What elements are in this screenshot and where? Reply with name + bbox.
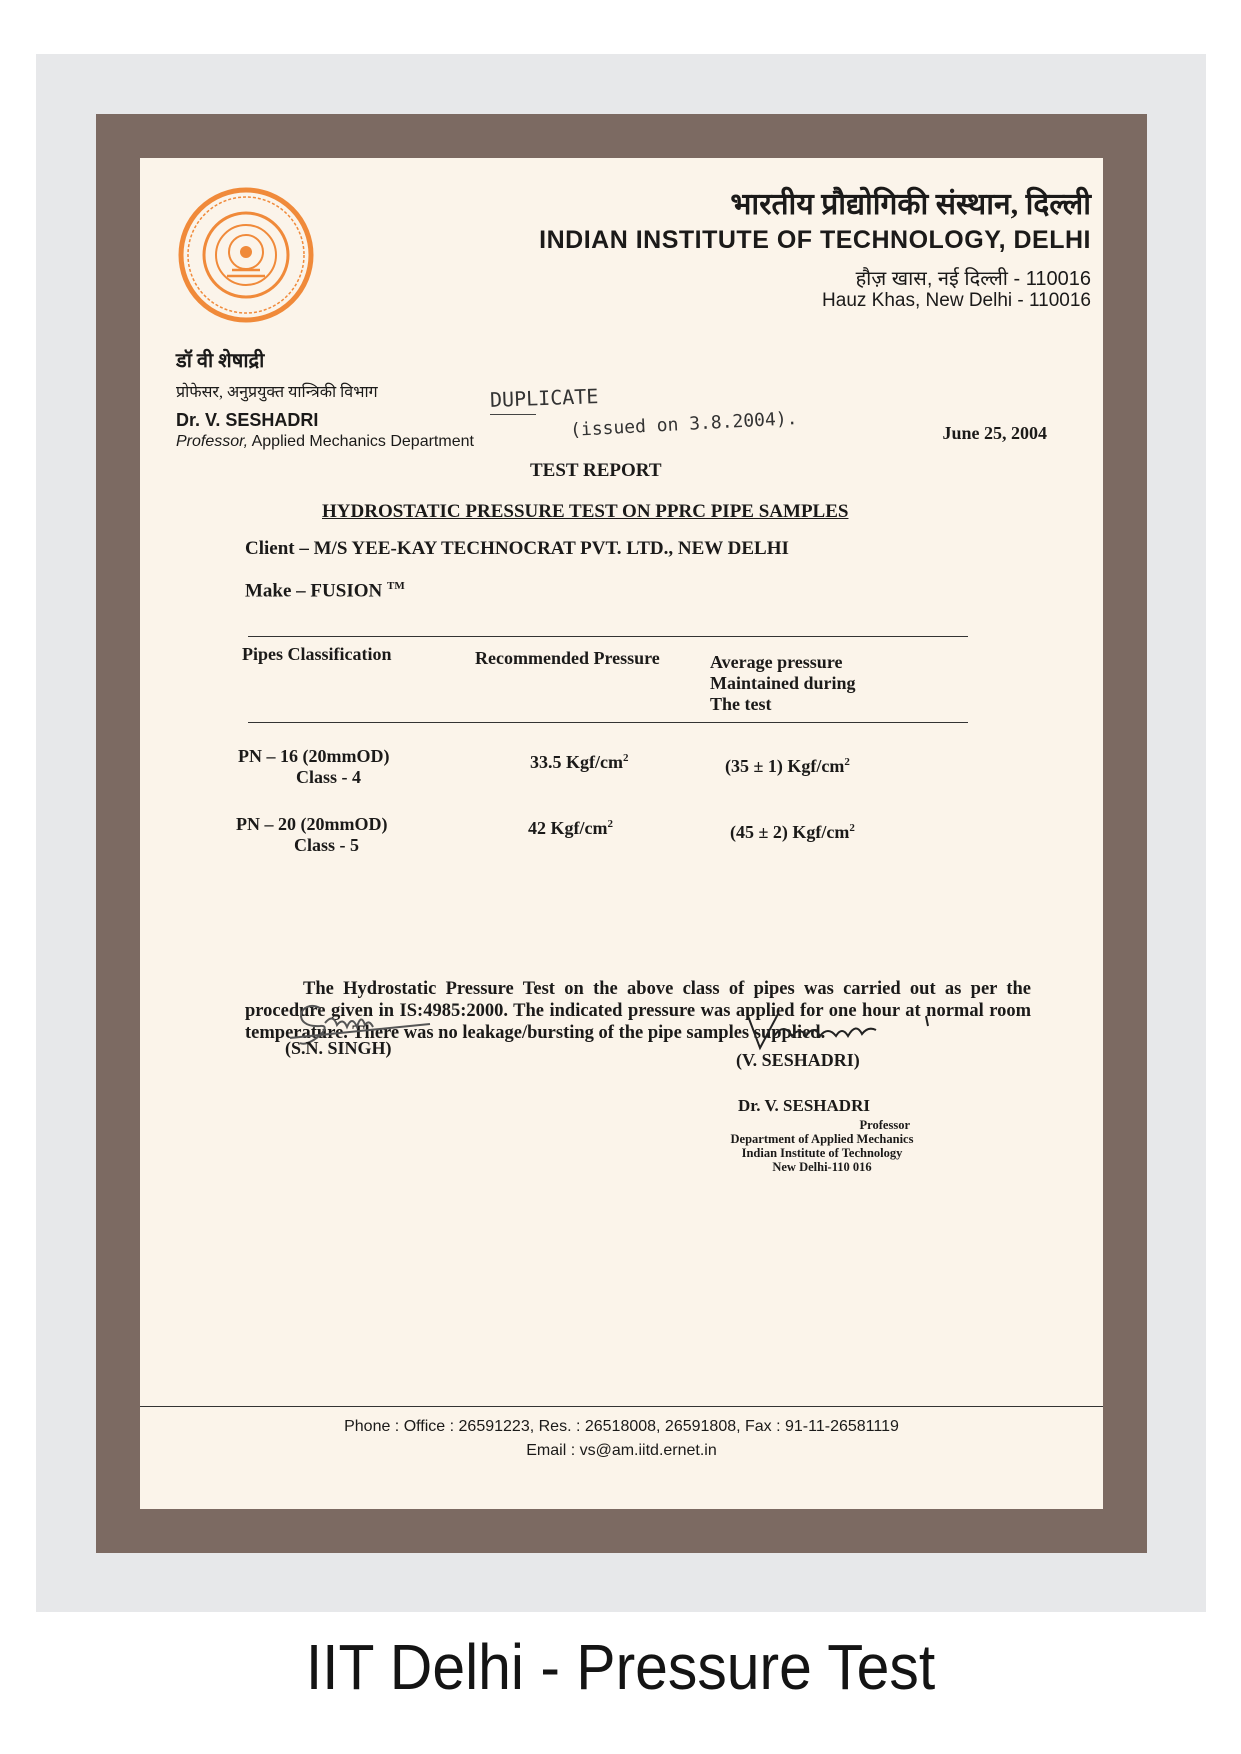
row2-recommended (528, 818, 613, 839)
row2-pipe: PN – 20 (20mmOD) (236, 814, 388, 834)
seshadri-name: (V. SESHADRI) (736, 1050, 860, 1070)
issued-note: (issued on 3.8.2004). (569, 408, 798, 441)
footer-rule (140, 1406, 1103, 1407)
sender-title-rest: Applied Mechanics Department (251, 433, 474, 450)
header-average-pressure (710, 652, 856, 715)
row2-class: Class - 5 (294, 835, 360, 855)
header-pipes-classification: Pipes Classification (242, 644, 392, 664)
table-top-rule (248, 636, 968, 637)
table-row (238, 746, 389, 788)
row2-average-sup: 2 (849, 822, 855, 834)
row1-recommended-value: 33.5 Kgf/cm (530, 752, 623, 772)
official-stamp (706, 1118, 938, 1174)
address-hindi: हौज़ खास, नई दिल्ली - 110016 (855, 268, 1091, 290)
letter-date: June 25, 2004 (942, 423, 1047, 443)
row1-recommended (530, 752, 628, 773)
sender-name: Dr. V. SESHADRI (176, 410, 319, 430)
row1-recommended-sup: 2 (622, 752, 629, 764)
make-line (245, 580, 405, 602)
sender-title (176, 433, 474, 451)
row1-pipe: PN – 16 (20mmOD) (238, 746, 390, 766)
header-recommended-pressure: Recommended Pressure (475, 648, 660, 668)
institute-name: INDIAN INSTITUTE OF TECHNOLOGY, DELHI (539, 226, 1091, 254)
header-average-line1: Average pressure (710, 652, 843, 672)
row1-average-sup: 2 (844, 756, 850, 768)
footer-phone: Phone : Office : 26591223, Res. : 26518008, 26591808, Fax : 91-11-26581119 (344, 1418, 899, 1435)
address-english: Hauz Khas, New Delhi - 110016 (822, 290, 1091, 311)
seshadri-signature-icon (740, 1006, 940, 1056)
trademark-mark: TM (386, 580, 405, 592)
table-header-rule (248, 722, 968, 723)
report-subject: HYDROSTATIC PRESSURE TEST ON PPRC PIPE SAMPLES (322, 501, 849, 522)
sender-title-prefix: Professor, (176, 433, 249, 450)
stamp-name: Dr. V. SESHADRI (738, 1096, 870, 1115)
row2-average (730, 822, 855, 843)
row2-recommended-value: 42 Kgf/cm (528, 818, 608, 838)
table-row (236, 814, 387, 856)
report-heading: TEST REPORT (530, 460, 662, 481)
row1-average (725, 756, 850, 777)
sender-name-hindi: डॉ वी शेषाद्री (176, 350, 265, 372)
client-line: Client – M/S YEE-KAY TECHNOCRAT PVT. LTD., NEW DELHI (245, 538, 789, 559)
row2-average-value: (45 ± 2) Kgf/cm (730, 822, 850, 842)
institute-name-hindi: भारतीय प्रौद्योगिकी संस्थान, दिल्ली (730, 188, 1091, 221)
header-average-line2: Maintained during (710, 673, 856, 693)
sender-title-hindi: प्रोफेसर, अनुप्रयुक्त यान्त्रिकी विभाग (176, 384, 378, 401)
row2-recommended-sup: 2 (607, 818, 613, 830)
iit-delhi-seal-icon (177, 186, 315, 324)
row1-average-value: (35 ± 1) Kgf/cm (725, 756, 845, 776)
image-caption: IIT Delhi - Pressure Test (305, 1631, 936, 1703)
stamp-institute: Indian Institute of Technology (741, 1146, 903, 1160)
duplicate-underline (490, 414, 536, 415)
singh-name: (S.N. SINGH) (285, 1038, 392, 1058)
make-text: Make – FUSION (245, 580, 383, 602)
duplicate-note: DUPLICATE (489, 384, 599, 412)
stamp-title: Professor (859, 1118, 910, 1132)
stamp-dept: Department of Applied Mechanics (730, 1132, 914, 1146)
report-body-text: The Hydrostatic Pressure Test on the above class of pipes was carried out as per the procedure given in IS:4985:2000. The indicated pressure was applied for one hour at normal room temperature. There was no leakage/bursting of the pipe samples supplied. (245, 979, 1031, 1043)
header-average-line3: The test (710, 694, 772, 714)
footer-email: Email : vs@am.iitd.ernet.in (526, 1442, 717, 1459)
stamp-city: New Delhi-110 016 (772, 1160, 872, 1174)
row1-class: Class - 4 (296, 767, 362, 787)
letter-page (140, 158, 1103, 1509)
